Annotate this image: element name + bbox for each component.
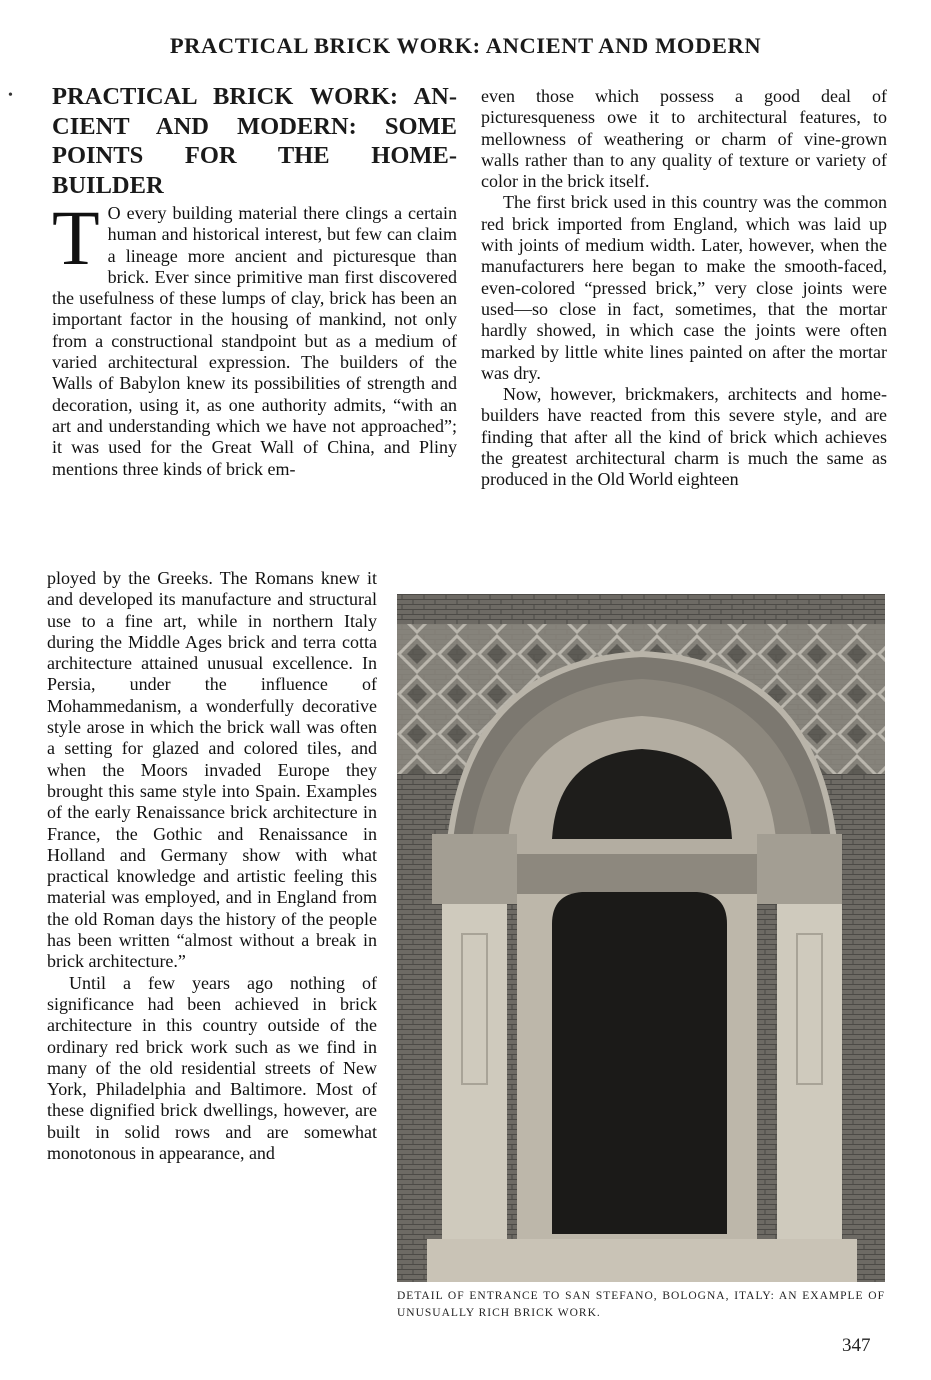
paragraph-1-continued: ployed by the Greeks. The Romans knew it and developed its manufacture and structural use to a fine art, while in northern Italy during the Middle Ages brick and terra cotta architecture attained unusual excellence. In Persia, under the influence of Mohammedanism, a wonderfully decorative style arose in which the brick wall was often a setting for glazed and colored tiles, and when the Moors invaded Europe they brought this same style into Spain. Examples of the early Renaissance brick architecture in France, the Gothic and Renaissance in Holland and Germany show with what practical knowledge and artistic feeling this material was employed, and in England from the old Roman days the history of the people has been written “almost without a break in brick architecture.” bbox=[47, 568, 377, 972]
entrance-illustration bbox=[397, 594, 885, 1282]
page-number: 347 bbox=[842, 1335, 871, 1356]
right-column bbox=[481, 86, 887, 491]
running-head: PRACTICAL BRICK WORK: ANCIENT AND MODERN bbox=[169, 33, 762, 58]
paragraph-1-text: O every building material there clings a certain human and historical interest, but few can claim a lineage more ancient and picturesque than brick. Ever since primitive man first discovered the usefulness of these lumps of clay, brick has been an important factor in the housing of mankind, not only from a constructional standpoint but as a medium of varied architectural expression. The builders of the Walls of Babylon knew its possibilities of strength and decoration, using it, as one authority admits, “with an art and understanding which we have not approached”; it was used for the Great Wall of China, and Pliny mentions three kinds of brick em- bbox=[52, 203, 457, 479]
left-column-bottom bbox=[47, 568, 377, 1164]
photo-caption: DETAIL OF ENTRANCE TO SAN STEFANO, BOLOGNA, ITALY: AN EXAMPLE OF UNUSUALLY RICH BRICK WORK. bbox=[397, 1290, 885, 1319]
paragraph-1 bbox=[52, 194, 457, 480]
right-paragraph-3: Now, however, brickmakers, architects and home-builders have reacted from this severe style, and are finding that after all the kind of brick which achieves the greatest architectural charm is much the same as produced in the Old World eighteen bbox=[481, 384, 887, 490]
right-paragraph-2: The first brick used in this country was the common red brick imported from England, which was laid up with joints of medium width. Later, however, when the manufacturers here began to make the smooth-faced, even-colored “pressed brick,” very close joints were used—so close in fact, sometimes, that the mortar hardly showed, in which case the joints were often marked by little white lines painted on after the mortar was dry. bbox=[481, 192, 887, 383]
article-title: PRACTICAL BRICK WORK: AN-CIENT AND MODERN: SOME POINTS FOR THE HOME-BUILDER bbox=[52, 83, 457, 199]
left-column-top bbox=[52, 194, 457, 480]
right-paragraph-1: even those which possess a good deal of picturesqueness owe it to architectural features, to mellowness of weathering or charm of vine-grown walls rather than to any quality of texture or variety of color in the brick itself. bbox=[481, 86, 887, 192]
drop-cap: T bbox=[52, 194, 100, 281]
entrance-photograph bbox=[397, 594, 885, 1282]
margin-bullet: • bbox=[8, 88, 13, 103]
paragraph-2: Until a few years ago nothing of significance had been achieved in brick architecture in this country outside of the ordinary red brick work such as we find in many of the old residential streets of New York, Philadelphia and Baltimore. Most of these dignified brick dwellings, however, are built in solid rows and are somewhat monotonous in appearance, and bbox=[47, 972, 377, 1164]
